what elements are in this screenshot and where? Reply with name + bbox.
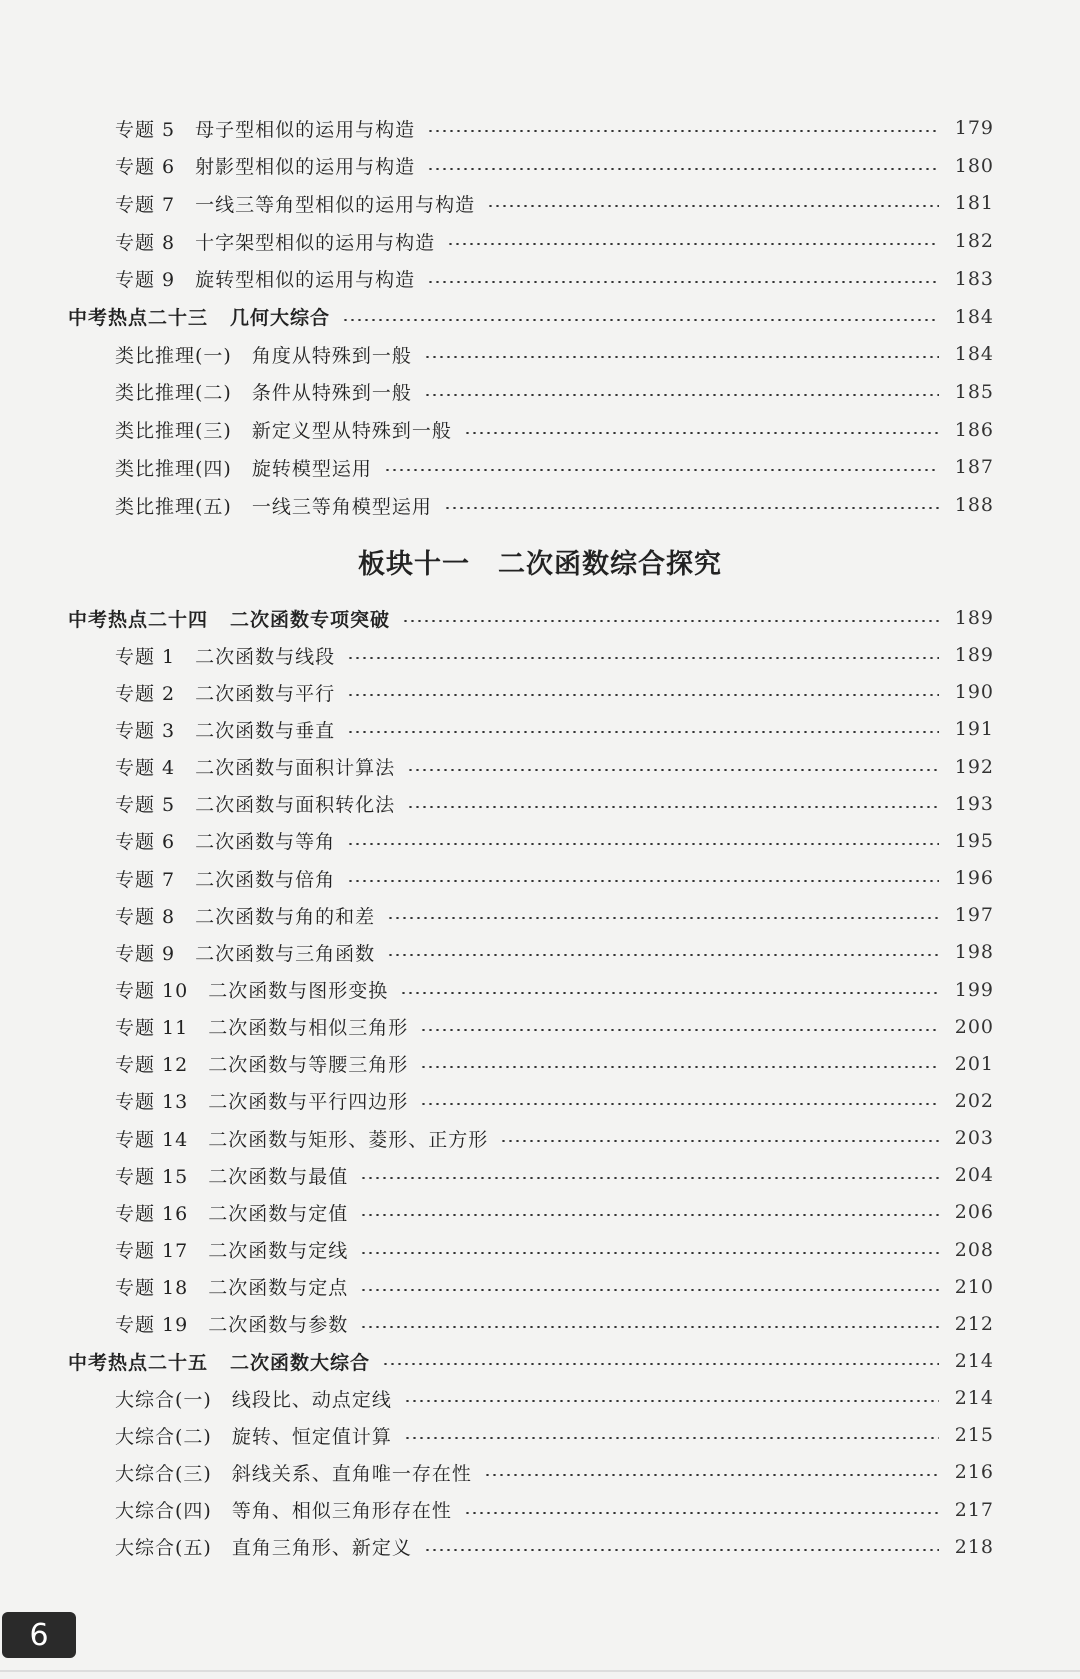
dot-leader	[342, 319, 939, 321]
toc-entry-title: 射影型相似的运用与构造	[195, 156, 416, 179]
toc-entry-label: 专题 9	[115, 269, 176, 292]
toc-entry-title: 二次函数与定值	[208, 1202, 349, 1225]
dot-leader	[447, 243, 939, 245]
dot-leader	[420, 1066, 939, 1068]
toc-page-number: 181	[954, 192, 994, 215]
dot-leader	[404, 1400, 939, 1402]
toc-entry-title: 新定义型从特殊到一般	[251, 420, 452, 443]
toc-entry-row[interactable]	[0, 936, 1080, 968]
dot-leader	[360, 1252, 939, 1254]
toc-page-number: 192	[954, 755, 994, 778]
toc-entry-title: 线段比、动点定线	[231, 1388, 392, 1411]
toc-entry-label: 专题 2	[115, 682, 176, 705]
toc-entry-label: 专题 11	[115, 1017, 189, 1040]
toc-page-number: 214	[954, 1350, 994, 1372]
toc-entry-title: 二次函数专项突破	[230, 608, 391, 631]
toc-page-number: 199	[954, 978, 994, 1001]
toc-entry-row[interactable]	[0, 1085, 1080, 1117]
toc-page-number: 208	[954, 1238, 994, 1261]
toc-entry-label: 大综合(五)	[115, 1537, 212, 1560]
toc-entry-row[interactable]	[0, 974, 1080, 1006]
toc-entry-row[interactable]	[0, 414, 1080, 446]
toc-entry-row[interactable]	[0, 376, 1080, 408]
toc-page-number: 202	[954, 1089, 994, 1112]
dot-leader	[487, 205, 939, 207]
dot-leader	[464, 432, 939, 434]
toc-entry-label: 专题 5	[115, 118, 176, 141]
dot-leader	[347, 657, 939, 659]
toc-entry-label: 类比推理(五)	[115, 495, 232, 518]
toc-entry-label: 专题 7	[115, 868, 176, 891]
toc-entry-label: 大综合(三)	[115, 1462, 212, 1485]
toc-entry-title: 二次函数与相似三角形	[208, 1017, 409, 1040]
dot-leader	[360, 1289, 939, 1291]
toc-entry-row[interactable]	[0, 489, 1080, 521]
toc-entry-label: 类比推理(三)	[115, 420, 232, 443]
toc-page-number: 188	[954, 494, 994, 516]
dot-leader	[360, 1214, 939, 1216]
toc-page-number: 200	[954, 1015, 994, 1038]
toc-entry-label: 专题 6	[115, 831, 176, 854]
toc-entry-row[interactable]	[0, 788, 1080, 820]
toc-entry-label: 专题 4	[115, 757, 176, 780]
toc-entry-title: 直角三角形、新定义	[231, 1537, 412, 1560]
dot-leader	[347, 843, 939, 845]
toc-entry-title: 二次函数与平行四边形	[208, 1091, 409, 1114]
toc-entry-title: 一线三等角型相似的运用与构造	[195, 193, 476, 216]
toc-page-number: 204	[954, 1164, 994, 1187]
toc-entry-row[interactable]	[0, 1196, 1080, 1228]
toc-entry-row[interactable]	[0, 1456, 1080, 1488]
dot-leader	[347, 731, 939, 733]
toc-entry-label: 专题 18	[115, 1277, 189, 1300]
toc-entry-row[interactable]	[0, 263, 1080, 295]
toc-page-number: 189	[954, 607, 994, 629]
dot-leader	[347, 880, 939, 882]
toc-entry-title: 母子型相似的运用与构造	[195, 118, 416, 141]
page-number-badge: 6	[2, 1612, 76, 1658]
toc-entry-row[interactable]	[0, 1234, 1080, 1266]
toc-entry-title: 角度从特殊到一般	[251, 344, 412, 367]
toc-entry-row[interactable]	[0, 676, 1080, 708]
toc-entry-row[interactable]	[0, 1159, 1080, 1191]
toc-entry-title: 一线三等角模型运用	[251, 495, 432, 518]
toc-entry-title: 斜线关系、直角唯一存在性	[231, 1462, 472, 1485]
dot-leader	[407, 806, 939, 808]
toc-entry-label: 专题 13	[115, 1091, 189, 1114]
toc-entry-row[interactable]	[0, 1308, 1080, 1340]
toc-entry-row[interactable]	[0, 150, 1080, 182]
toc-entry-title: 二次函数与定点	[208, 1277, 349, 1300]
toc-page-number: 180	[954, 154, 994, 177]
toc-entry-row[interactable]	[0, 1122, 1080, 1154]
toc-entry-label: 大综合(一)	[115, 1388, 212, 1411]
dot-leader	[424, 1549, 939, 1551]
toc-entry-label: 专题 16	[115, 1202, 189, 1225]
toc-page-number: 191	[954, 718, 994, 741]
dot-leader	[420, 1103, 939, 1105]
toc-entry-label: 专题 3	[115, 719, 176, 742]
toc-entry-title: 二次函数与三角函数	[195, 942, 376, 965]
toc-page-number: 212	[954, 1312, 994, 1335]
dot-leader	[402, 620, 939, 622]
toc-entry-title: 几何大综合	[230, 307, 331, 329]
toc-entry-title: 二次函数与等腰三角形	[208, 1054, 409, 1077]
toc-entry-title: 旋转、恒定值计算	[231, 1425, 392, 1448]
toc-page-number: 198	[954, 941, 994, 964]
toc-entry-label: 大综合(四)	[115, 1500, 212, 1523]
toc-entry-label: 中考热点二十五	[68, 1351, 209, 1374]
dot-leader	[382, 1363, 939, 1365]
toc-page-number: 215	[954, 1424, 994, 1447]
toc-entry-label: 类比推理(一)	[115, 344, 232, 367]
toc-page-number: 201	[954, 1052, 994, 1075]
toc-entry-title: 二次函数与矩形、菱形、正方形	[208, 1128, 489, 1151]
toc-entry-title: 二次函数与垂直	[195, 719, 336, 742]
toc-chapter-row[interactable]	[0, 1345, 1080, 1377]
toc-entry-title: 二次函数与最值	[208, 1165, 349, 1188]
toc-entry-title: 二次函数与图形变换	[208, 980, 389, 1002]
toc-entry-row[interactable]	[0, 639, 1080, 671]
dot-leader	[484, 1474, 939, 1476]
toc-entry-title: 等角、相似三角形存在性	[231, 1500, 452, 1523]
dot-leader	[427, 168, 939, 170]
toc-chapter-row[interactable]	[0, 301, 1080, 333]
toc-entry-label: 专题 8	[115, 905, 176, 928]
toc-entry-row[interactable]	[0, 112, 1080, 144]
toc-entry-title: 条件从特殊到一般	[251, 382, 412, 405]
dot-leader	[407, 769, 939, 771]
toc-entry-row[interactable]	[0, 899, 1080, 931]
toc-entry-title: 二次函数大综合	[230, 1351, 371, 1374]
toc-entry-label: 专题 12	[115, 1054, 189, 1077]
dot-leader	[464, 1512, 939, 1514]
toc-entry-row[interactable]	[0, 1048, 1080, 1080]
toc-entry-label: 专题 10	[115, 980, 189, 1002]
bottom-divider	[0, 1670, 1080, 1672]
dot-leader	[500, 1140, 939, 1142]
toc-entry-row[interactable]	[0, 1271, 1080, 1303]
toc-page-number: 206	[954, 1201, 994, 1224]
toc-entry-title: 二次函数与平行	[195, 682, 336, 705]
toc-page-number: 190	[954, 681, 994, 704]
toc-entry-row[interactable]	[0, 713, 1080, 745]
toc-entry-label: 专题 19	[115, 1314, 189, 1337]
toc-entry-label: 类比推理(四)	[115, 457, 232, 480]
dot-leader	[384, 469, 939, 471]
toc-page-number: 182	[954, 230, 994, 253]
toc-entry-title: 十字架型相似的运用与构造	[195, 231, 436, 254]
toc-page-number: 217	[954, 1498, 994, 1521]
dot-leader	[444, 507, 939, 509]
toc-entry-label: 专题 17	[115, 1240, 189, 1263]
toc-entry-row[interactable]	[0, 1011, 1080, 1043]
toc-entry-row[interactable]	[0, 225, 1080, 257]
toc-entry-row[interactable]	[0, 862, 1080, 894]
toc-page-number: 179	[954, 117, 994, 139]
toc-entry-label: 专题 5	[115, 794, 176, 817]
toc-page-number: 195	[954, 829, 994, 852]
toc-page-number: 193	[954, 792, 994, 815]
toc-entry-title: 二次函数与定线	[208, 1240, 349, 1263]
dot-leader	[400, 992, 939, 994]
toc-entry-row[interactable]	[0, 451, 1080, 483]
toc-entry-title: 旋转模型运用	[251, 457, 372, 480]
toc-entry-label: 大综合(二)	[115, 1425, 212, 1448]
toc-page-number: 203	[954, 1127, 994, 1150]
toc-page-number: 196	[954, 867, 994, 890]
toc-entry-label: 专题 9	[115, 942, 176, 965]
dot-leader	[360, 1177, 939, 1179]
toc-entry-title: 二次函数与等角	[195, 831, 336, 854]
toc-entry-row[interactable]	[0, 187, 1080, 219]
toc-entry-label: 专题 8	[115, 231, 176, 254]
toc-entry-label: 专题 6	[115, 156, 176, 179]
toc-entry-label: 专题 14	[115, 1128, 189, 1151]
toc-page-number: 187	[954, 456, 994, 479]
dot-leader	[404, 1437, 939, 1439]
toc-entry-row[interactable]	[0, 338, 1080, 370]
toc-page-number: 184	[954, 343, 994, 366]
toc-page-number: 210	[954, 1275, 994, 1298]
toc-page-number: 189	[954, 644, 994, 667]
toc-entry-label: 类比推理(二)	[115, 382, 232, 405]
toc-chapter-row[interactable]	[0, 602, 1080, 634]
toc-page-number: 183	[954, 267, 994, 290]
dot-leader	[427, 130, 939, 132]
dot-leader	[420, 1029, 939, 1031]
dot-leader	[360, 1326, 939, 1328]
dot-leader	[424, 394, 939, 396]
toc-entry-title: 旋转型相似的运用与构造	[195, 269, 416, 292]
dot-leader	[347, 694, 939, 696]
toc-page-number: 218	[954, 1535, 994, 1558]
dot-leader	[387, 954, 939, 956]
toc-page-number: 214	[954, 1387, 994, 1410]
toc-entry-title: 二次函数与角的和差	[195, 905, 376, 928]
toc-entry-row[interactable]	[0, 1419, 1080, 1451]
toc-entry-row[interactable]	[0, 825, 1080, 857]
toc-entry-label: 专题 15	[115, 1165, 189, 1188]
dot-leader	[424, 356, 939, 358]
toc-page-number: 184	[954, 305, 994, 328]
toc-page-number: 197	[954, 904, 994, 927]
toc-entry-title: 二次函数与面积转化法	[195, 794, 396, 817]
toc-page-number: 186	[954, 418, 994, 441]
toc-entry-row[interactable]	[0, 1382, 1080, 1414]
toc-entry-row[interactable]	[0, 1531, 1080, 1563]
dot-leader	[387, 917, 939, 919]
toc-entry-label: 中考热点二十三	[68, 307, 209, 329]
toc-entry-title: 二次函数与线段	[195, 645, 336, 668]
toc-entry-label: 中考热点二十四	[68, 608, 209, 631]
toc-entry-label: 专题 1	[115, 645, 176, 668]
toc-entry-row[interactable]	[0, 1494, 1080, 1526]
dot-leader	[427, 281, 939, 283]
toc-entry-title: 二次函数与倍角	[195, 868, 336, 891]
toc-entry-row[interactable]	[0, 751, 1080, 783]
toc-entry-label: 专题 7	[115, 193, 176, 216]
toc-page-number: 216	[954, 1461, 994, 1484]
toc-entry-title: 二次函数与参数	[208, 1314, 349, 1337]
section-title: 板块十一 二次函数综合探究	[358, 549, 722, 580]
toc-entry-title: 二次函数与面积计算法	[195, 757, 396, 780]
toc-page-number: 185	[954, 380, 994, 403]
